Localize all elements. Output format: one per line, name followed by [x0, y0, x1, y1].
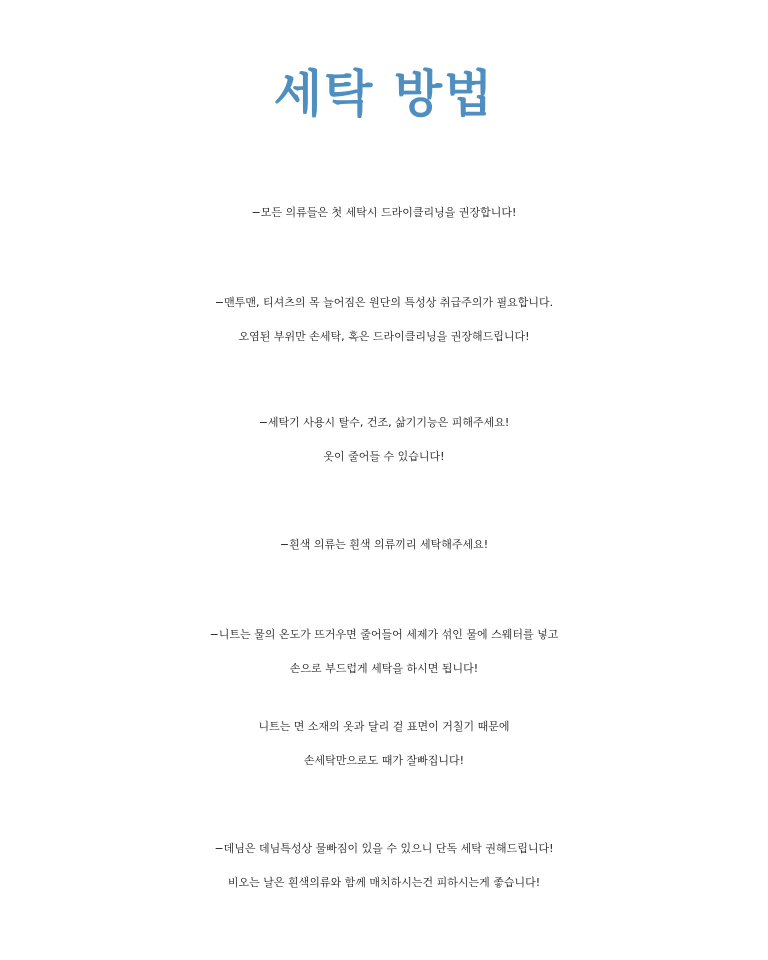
text-line: −니트는 물의 온도가 뜨거우면 줄어들어 세제가 섞인 물에 스웨터를 넣고 [209, 628, 559, 641]
section-washing-machine [0, 406, 768, 474]
text-line: −모든 의류들은 첫 세탁시 드라이클리닝을 권장합니다! [251, 206, 517, 219]
section-knit-temperature [0, 618, 768, 686]
text-line: −데님은 데님특성상 물빠짐이 있을 수 있으니 단독 세탁 권해드립니다! [214, 842, 554, 855]
text-line: 오염된 부위만 손세탁, 혹은 드라이클리닝을 권장해드립니다! [238, 330, 530, 343]
text-line: 손세탁만으로도 때가 잘빠집니다! [303, 754, 465, 767]
text-line: 니트는 면 소재의 옷과 달리 겉 표면이 거칠기 때문에 [258, 720, 510, 733]
text-line: 옷이 줄어들 수 있습니다! [323, 450, 445, 463]
text-line: 비오는 날은 흰색의류와 함께 매치하시는건 피하시는게 좋습니다! [227, 876, 541, 889]
section-white-clothes [0, 528, 768, 562]
text-line: 손으로 부드럽게 세탁을 하시면 됩니다! [289, 662, 479, 675]
text-line: −맨투맨, 티셔츠의 목 늘어짐은 원단의 특성상 취급주의가 필요합니다. [214, 296, 554, 309]
text-line: −흰색 의류는 흰색 의류끼리 세탁해주세요! [279, 538, 489, 551]
section-neck-stretch [0, 286, 768, 354]
page-title: 세탁 방법 [273, 65, 495, 123]
section-denim [0, 832, 768, 900]
section-first-wash [0, 196, 768, 230]
text-line: −세탁기 사용시 탈수, 건조, 삶기기능은 피해주세요! [258, 416, 510, 429]
section-knit-handwash [0, 710, 768, 778]
